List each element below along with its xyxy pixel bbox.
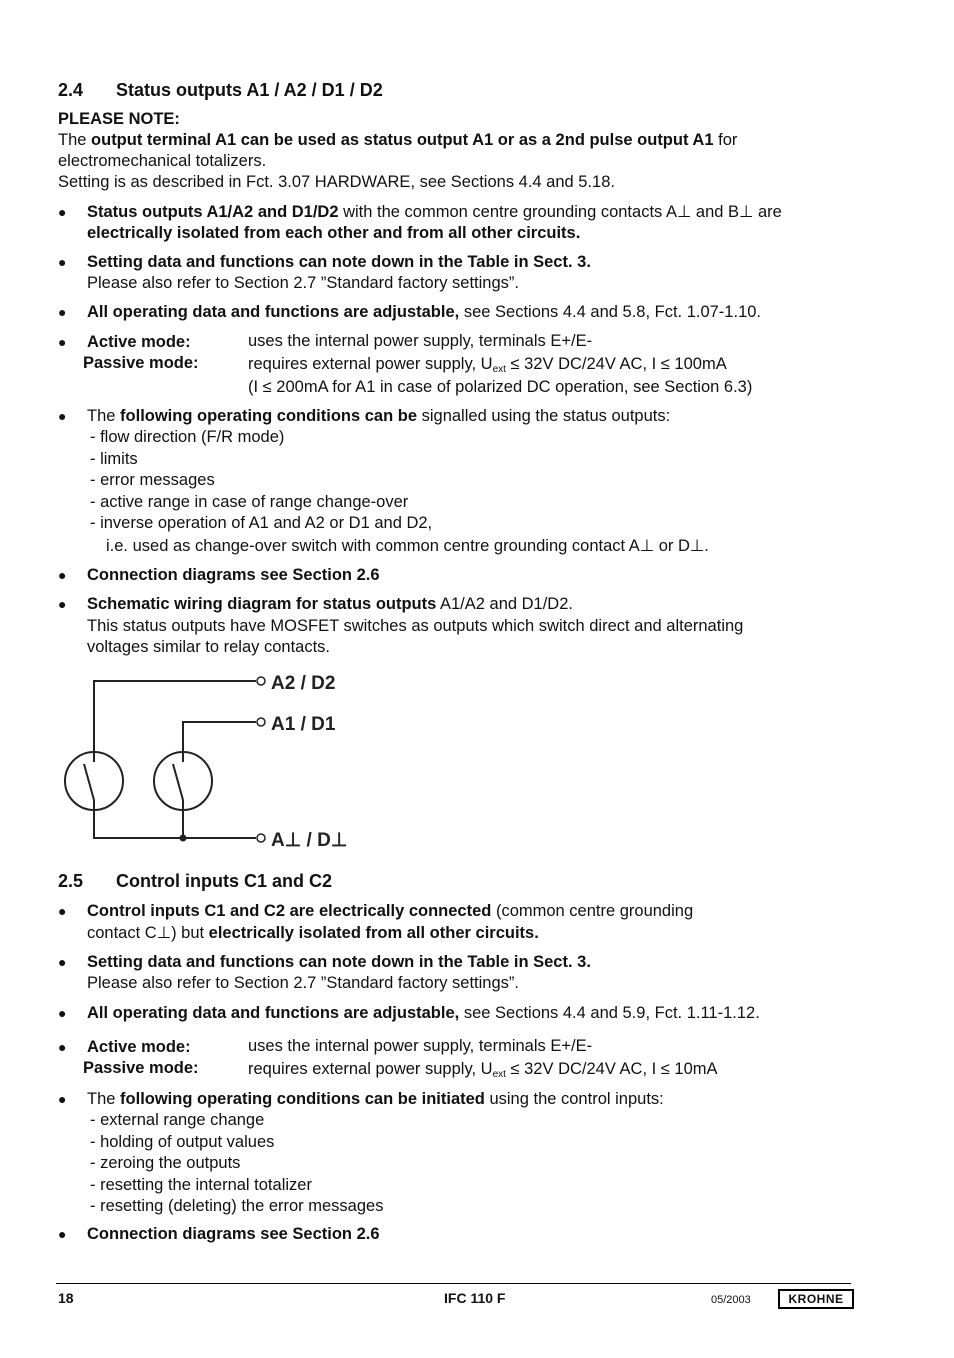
wire-ground <box>94 810 256 838</box>
bullet-text: Setting data and functions can note down in the Table in Sect. 3. <box>87 953 591 971</box>
krohne-logo: KROHNE <box>778 1289 854 1309</box>
note-line: electromechanical totalizers. <box>58 152 267 170</box>
junction-dot <box>180 835 187 842</box>
bullet-text: All operating data and functions are adjustable, see Sections 4.4 and 5.8, Fct. 1.07-1.10. <box>87 303 762 321</box>
bullet-text: Control inputs C1 and C2 are electrically connected (common centre grounding <box>87 902 694 920</box>
list-item: - zeroing the outputs <box>90 1154 241 1172</box>
bullet-icon: ● <box>58 254 67 270</box>
bullet-text: The following operating conditions can be initiated using the control inputs: <box>87 1090 664 1108</box>
bullet-text: Setting data and functions can note down in the Table in Sect. 3. <box>87 253 591 271</box>
passive-mode-label: Passive mode: <box>83 354 199 372</box>
terminal-icon <box>257 718 265 726</box>
active-mode-label: Active mode: <box>87 1038 191 1056</box>
list-item: - resetting (deleting) the error messages <box>90 1197 384 1215</box>
list-item: - holding of output values <box>90 1133 275 1151</box>
note-title: PLEASE NOTE: <box>58 110 180 128</box>
terminal-label-ground: A⊥ / D⊥ <box>271 830 348 851</box>
list-item: - flow direction (F/R mode) <box>90 428 285 446</box>
terminal-label-a2d2: A2 / D2 <box>271 673 336 694</box>
bullet-text: Status outputs A1/A2 and D1/D2 with the common centre grounding contacts A⊥ and B⊥ are <box>87 203 782 221</box>
passive-mode-text: (I ≤ 200mA for A1 in case of polarized DC operation, see Section 6.3) <box>248 378 753 396</box>
bullet-text: Please also refer to Section 2.7 ”Standard factory settings”. <box>87 274 519 292</box>
bullet-icon: ● <box>58 334 67 350</box>
bullet-text: Connection diagrams see Section 2.6 <box>87 1225 380 1243</box>
active-mode-text: uses the internal power supply, terminals E+/E- <box>248 1037 593 1055</box>
bullet-text: All operating data and functions are adjustable, see Sections 4.4 and 5.9, Fct. 1.11-1.12. <box>87 1004 760 1022</box>
list-item: - inverse operation of A1 and A2 or D1 and D2, <box>90 514 433 532</box>
section-title: Control inputs C1 and C2 <box>116 871 332 891</box>
bullet-icon: ● <box>58 567 67 583</box>
passive-mode-label: Passive mode: <box>83 1059 199 1077</box>
bullet-icon: ● <box>58 408 67 424</box>
bullet-icon: ● <box>58 1091 67 1107</box>
wire-a1d1 <box>183 722 256 752</box>
list-item: - active range in case of range change-over <box>90 493 409 511</box>
page-number: 18 <box>58 1290 74 1306</box>
bullet-icon: ● <box>58 596 67 612</box>
bullet-text: Connection diagrams see Section 2.6 <box>87 566 380 584</box>
wire-a2d2 <box>94 681 256 752</box>
section-title: Status outputs A1 / A2 / D1 / D2 <box>116 80 383 100</box>
bullet-text: Please also refer to Section 2.7 ”Standard factory settings”. <box>87 974 519 992</box>
list-item: - external range change <box>90 1111 265 1129</box>
terminal-label-a1d1: A1 / D1 <box>271 714 336 735</box>
bullet-text: Schematic wiring diagram for status outputs A1/A2 and D1/D2. <box>87 595 573 613</box>
footer-rule <box>56 1283 851 1284</box>
list-item: - error messages <box>90 471 215 489</box>
list-item: - resetting the internal totalizer <box>90 1176 312 1194</box>
bullet-icon: ● <box>58 304 67 320</box>
document-date: 05/2003 <box>711 1294 751 1306</box>
bullet-icon: ● <box>58 1226 67 1242</box>
list-item: i.e. used as change-over switch with common centre grounding contact A⊥ or D⊥. <box>106 537 709 555</box>
list-item: - limits <box>90 450 138 468</box>
passive-mode-text: requires external power supply, $U_{ext} \le 32V$ DC/24V AC, I ≤ 100mA <box>248 355 727 375</box>
terminal-icon <box>257 677 265 685</box>
passive-mode-text: requires external power supply, $U_{ext} \le 32V$ DC/24V AC, I ≤ 10mA <box>248 1060 718 1080</box>
bullet-icon: ● <box>58 954 67 970</box>
bullet-icon: ● <box>58 1039 67 1055</box>
bullet-icon: ● <box>58 903 67 919</box>
active-mode-label: Active mode: <box>87 333 191 351</box>
bullet-text: contact C⊥) but electrically isolated from all other circuits. <box>87 924 539 942</box>
section-number: 2.4 <box>58 80 84 100</box>
bullet-icon: ● <box>58 1005 67 1021</box>
note-line: The output terminal A1 can be used as status output A1 or as a 2nd pulse output A1 for <box>58 131 738 149</box>
section-number: 2.5 <box>58 871 84 891</box>
bullet-text: electrically isolated from each other and from all other circuits. <box>87 224 581 242</box>
note-line: Setting is as described in Fct. 3.07 HARDWARE, see Sections 4.4 and 5.18. <box>58 173 615 191</box>
bullet-text: The following operating conditions can be signalled using the status outputs: <box>87 407 671 425</box>
document-id: IFC 110 F <box>444 1290 506 1306</box>
bullet-text: This status outputs have MOSFET switches as outputs which switch direct and alternating <box>87 617 744 635</box>
bullet-icon: ● <box>58 204 67 220</box>
active-mode-text: uses the internal power supply, terminals E+/E- <box>248 332 593 350</box>
terminal-icon <box>257 834 265 842</box>
bullet-text: voltages similar to relay contacts. <box>87 638 331 656</box>
